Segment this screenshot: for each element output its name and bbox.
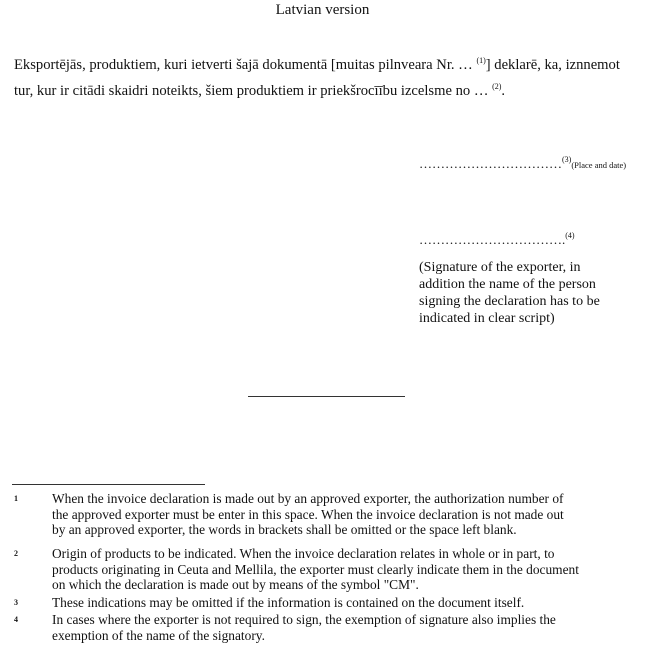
place-date-label: (Place and date) [571,160,627,170]
signature-caption-line: signing the declaration has to be [419,294,600,309]
place-date-field [419,156,626,172]
center-divider [248,396,405,397]
declaration-line-1-end: ] deklarē, ka, iznnemot [485,57,620,73]
declaration-line-1 [14,52,639,78]
footnote-ref-1: (1) [476,56,486,65]
declaration-line-1-start: Eksportējās, produktiem, kuri ietverti šajā dokumentā [muitas pilnveara Nr. … [14,57,473,73]
footnote-line: These indications may be omitted if the information is contained on the document itself. [52,595,525,610]
footnote-number: 2 [14,549,18,558]
footnote-line: products originating in Ceuta and Mellila, the exporter must clearly indicate them in the document [52,561,579,577]
footnote-ref-3: (3) [562,155,572,164]
footnote-line: by an approved exporter, the words in brackets shall be omitted or the space left blank. [52,522,517,537]
footnote-number: 3 [14,598,18,607]
footnote-line: the approved exporter must be enter in this space. When the invoice declaration is not made out [52,506,564,522]
signature-caption-line: addition the name of the person [419,277,596,292]
signature-field [419,232,575,248]
declaration-line-2-end: . [501,83,506,99]
footnote-line: Origin of products to be indicated. When the invoice declaration relates in whole or in part, to [52,546,555,561]
declaration-line-2-start: tur, kur ir citādi skaidri noteikts, šiem produktiem ir priekšrocīību izcelsme no … [14,83,489,99]
declaration-text [14,52,639,104]
footnote-number: 4 [14,615,18,624]
page-title: Latvian version [275,2,370,18]
footnote-line: exemption of the name of the signatory. [52,627,265,643]
footnote-ref-4: (4) [565,231,575,240]
signature-caption [419,259,634,327]
footnote-line: When the invoice declaration is made out by an approved exporter, the authorization number of [52,491,564,506]
footnote-line: In cases where the exporter is not required to sign, the exemption of signature also implies the [52,612,556,627]
footnote-line: on which the declaration is made out by means of the symbol "CM". [52,577,419,592]
signature-caption-line: indicated in clear script) [419,311,555,326]
footnote-divider [12,484,205,485]
declaration-line-2 [14,78,639,104]
footnote-number: 1 [14,494,18,503]
place-date-dots: …………………………… [419,156,562,171]
signature-dots: ……………………………. [419,232,566,247]
signature-caption-line: (Signature of the exporter, in [419,260,581,275]
footnote-ref-2: (2) [492,82,502,91]
